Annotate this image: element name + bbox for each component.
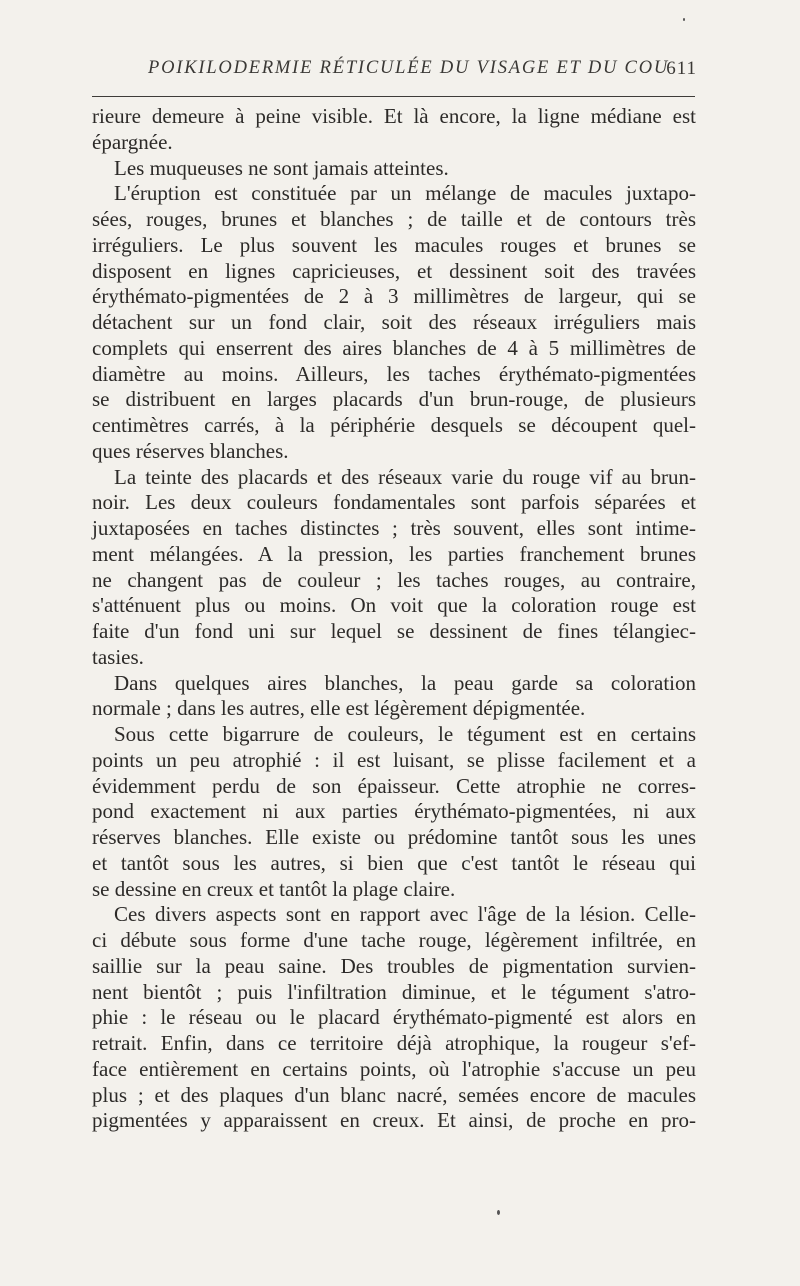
text-line: faite d'un fond uni sur lequel se dessinent de fines télangiec-	[92, 619, 696, 643]
text-line: face entièrement en certains points, où l'atrophie s'accuse un peu	[92, 1056, 696, 1081]
text-line: ques réserves blanches.	[92, 438, 289, 463]
ink-speck	[683, 18, 685, 21]
text-line: normale ; dans les autres, elle est légèrement dépigmentée.	[92, 696, 586, 721]
text-line: érythémato-pigmentées de 2 à 3 millimètres de largeur, qui se	[92, 284, 696, 309]
text-line: détachent sur un fond clair, soit des réseaux irréguliers mais	[92, 310, 696, 334]
text-line: se dessine en creux et tantôt la plage claire.	[92, 876, 456, 901]
text-line: ment mélangées. A la pression, les parties franchement brunes	[92, 541, 696, 566]
text-line: plus ; et des plaques d'un blanc nacré, semées encore de macules	[92, 1082, 696, 1107]
header-rule	[92, 96, 695, 97]
text-line: nent bientôt ; puis l'infiltration diminue, et le tégument s'atro-	[92, 979, 696, 1004]
text-line: Les muqueuses ne sont jamais atteintes.	[114, 155, 449, 180]
text-line: pigmentées y apparaissent en creux. Et ainsi, de proche en pro-	[92, 1108, 696, 1133]
text-line: Sous cette bigarrure de couleurs, le tégument est en certains	[114, 722, 696, 746]
text-line: se distribuent en larges placards d'un brun-rouge, de plusieurs	[92, 387, 696, 412]
text-line: rieure demeure à peine visible. Et là encore, la ligne médiane est	[92, 104, 696, 128]
text-line: irréguliers. Le plus souvent les macules rouges et brunes se	[92, 232, 696, 257]
text-line: disposent en lignes capricieuses, et dessinent soit des travées	[92, 258, 696, 283]
running-head	[148, 58, 697, 88]
text-line: La teinte des placards et des réseaux varie du rouge vif au brun-	[114, 464, 696, 489]
text-line: Dans quelques aires blanches, la peau garde sa coloration	[114, 670, 696, 695]
text-line: centimètres carrés, à la périphérie desquels se découpent quel-	[92, 413, 696, 437]
text-line: réserves blanches. Elle existe ou prédomine tantôt sous les unes	[92, 825, 696, 849]
running-title: POIKILODERMIE RÉTICULÉE DU VISAGE ET DU COU	[148, 58, 670, 78]
ink-speck	[497, 1210, 500, 1215]
text-line: juxtaposées en taches distinctes ; très souvent, elles sont intime-	[92, 516, 696, 540]
text-line: pond exactement ni aux parties érythémato-pigmentées, ni aux	[92, 799, 696, 824]
text-line: phie : le réseau ou le placard érythémato-pigmenté est alors en	[92, 1005, 696, 1030]
text-line: tasies.	[92, 644, 144, 669]
page-number: 611	[666, 58, 697, 79]
text-line: s'atténuent plus ou moins. On voit que la coloration rouge est	[92, 593, 696, 618]
text-line: noir. Les deux couleurs fondamentales sont parfois séparées et	[92, 490, 696, 515]
text-line: L'éruption est constituée par un mélange de macules juxtapo-	[114, 181, 696, 206]
text-line: évidemment perdu de son épaisseur. Cette atrophie ne corres-	[92, 773, 696, 798]
text-line: et tantôt sous les autres, si bien que c'est tantôt le réseau qui	[92, 850, 696, 875]
text-line: diamètre au moins. Ailleurs, les taches érythémato-pigmentées	[92, 361, 696, 386]
body-text	[92, 104, 696, 1134]
text-line: épargnée.	[92, 129, 173, 154]
text-line: points un peu atrophié : il est luisant, se plisse facilement et a	[92, 747, 696, 772]
text-line: sées, rouges, brunes et blanches ; de taille et de contours très	[92, 207, 696, 231]
text-line: retrait. Enfin, dans ce territoire déjà atrophique, la rougeur s'ef-	[92, 1031, 696, 1055]
text-line: ci débute sous forme d'une tache rouge, légèrement infiltrée, en	[92, 928, 696, 952]
text-line: complets qui enserrent des aires blanches de 4 à 5 millimètres de	[92, 335, 696, 360]
text-line: Ces divers aspects sont en rapport avec l'âge de la lésion. Celle-	[114, 902, 696, 927]
text-line: saillie sur la peau saine. Des troubles de pigmentation survien-	[92, 953, 696, 978]
text-line: ne changent pas de couleur ; les taches rouges, au contraire,	[92, 567, 696, 592]
